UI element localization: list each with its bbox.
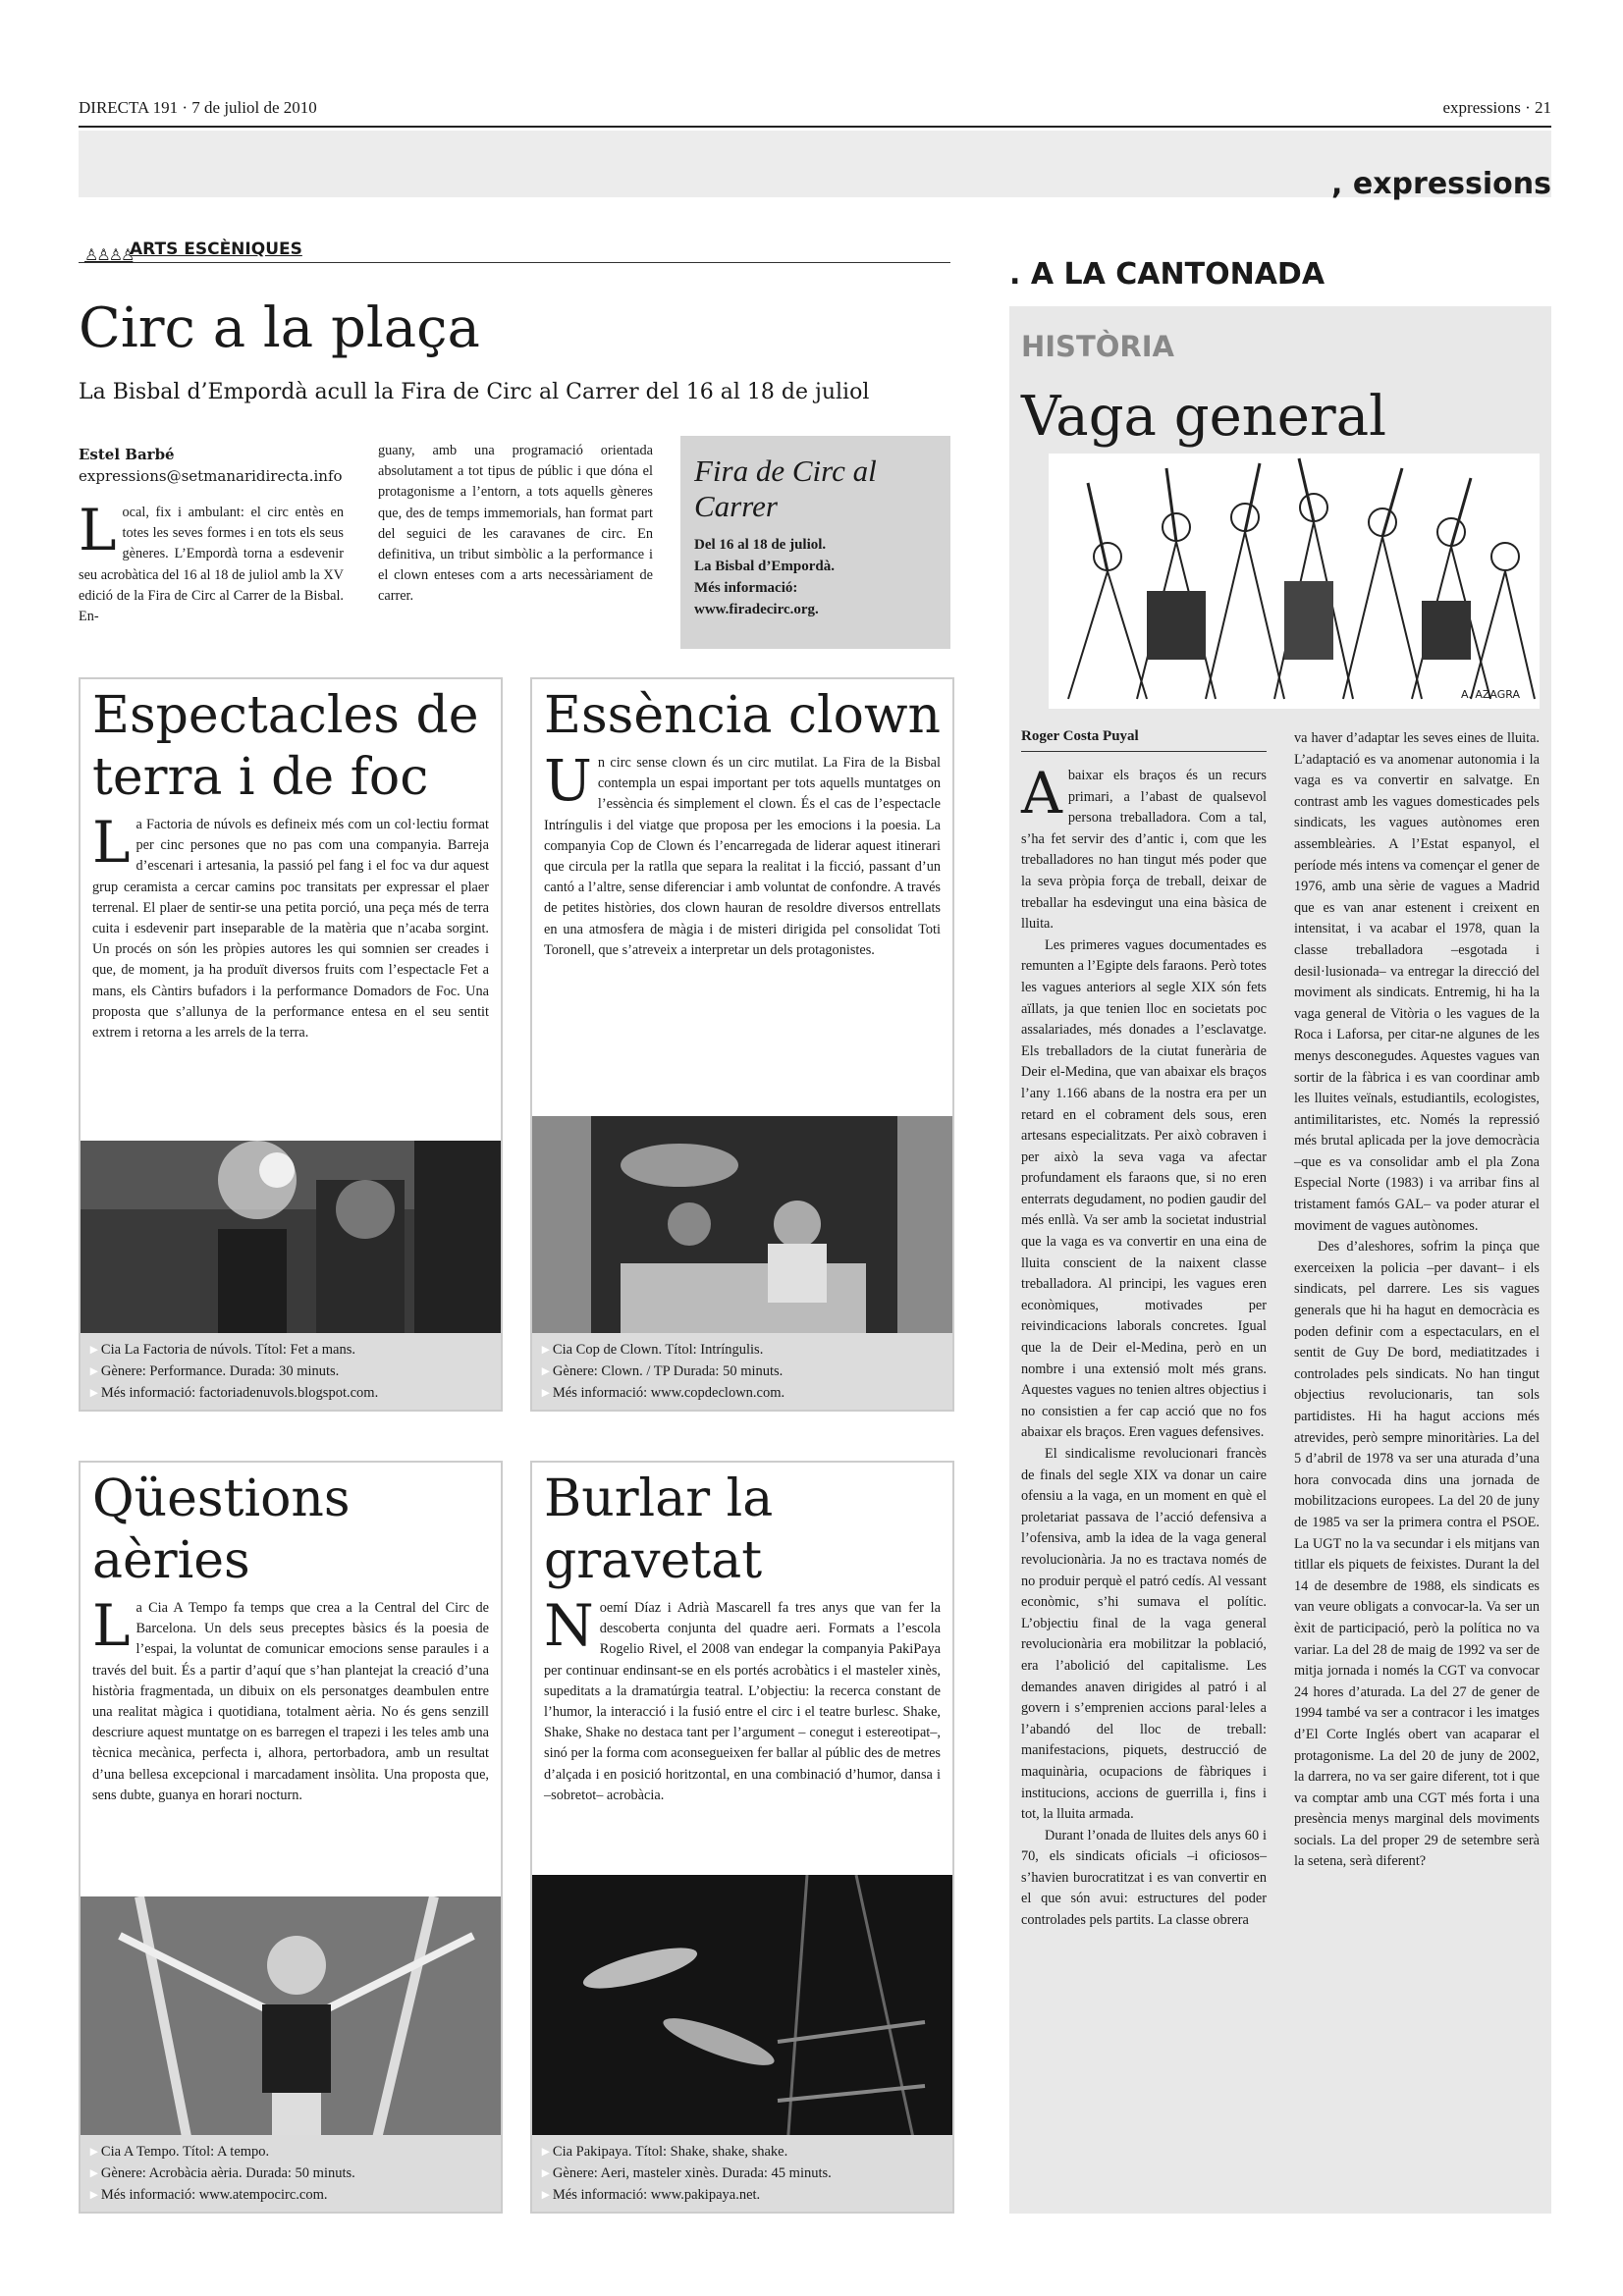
page-header xyxy=(79,98,1551,118)
sidebar-text: Durant l’onada de lluites dels anys 60 i 70, els sindicats oficials –i oficiosos– s’havien burocratitzat i es van convertir en el que són avui: estructures del poder controlades pels partits. La classe obrera xyxy=(1021,1827,1267,1929)
card-text: n circ sense clown és un circ mutilat. La Fira de la Bisbal contempla un espai important per tots aquells muntatges on l’essència és simplement el clown. És el cas de l’espectacle Intríngulis i del viatge que proposa per les emocions i la poesia. La companyia Cop de Clown és l’encarregada de liderar aquest itinerari que circula per la ratlla que separa la realitat i la ficció, passant d’un cantó a l’altre, sense diferenciar i amb voluntat de confondre. A través de petites històries, dos clown hauran de resoldre diversos entrellats en una atmosfera de màgia i de misteri dirigida pel consolidat Toti Toronell, que s’atreveix a interpretar un dels protagonistes. xyxy=(544,755,941,958)
sidebar-text: baixar els braços és un recurs primari, a l’abast de qualsevol persona treballadora. Com a tal, s’ha fet servir des d’antic i, com que les treballadores no han tingut més poder que la seva pròpia força de treball, deixar de treballar ha esdevingut una eina bàsica de lluita. xyxy=(1021,768,1267,933)
article-title: Circ a la plaça xyxy=(79,296,480,360)
drop-cap: A xyxy=(1021,760,1062,827)
header-rule xyxy=(79,126,1551,128)
author: Estel Barbé xyxy=(79,446,175,463)
card-info: ▸ Cia La Factoria de núvols. Títol: Fet a mans. ▸ Gènere: Performance. Durada: 30 minuts. ▸ Més informació: factoriadenuvols.blogspot.com. xyxy=(81,1333,501,1410)
card-title: Qüestions aèries xyxy=(92,1469,351,1590)
cartoon-signature: A. AZAGRA xyxy=(1461,688,1520,701)
card-body xyxy=(92,1592,489,1806)
info-line-4: www.firadecirc.org. xyxy=(694,602,819,617)
card-body xyxy=(544,747,941,961)
sidebar-text: Des d’aleshores, sofrim la pinça que exerceixen la policia –per davant– i els sindicats, pel darrere. Les sis vagues generals que hi ha hagut en democràcia es poden definir com a espectaculars, en el sentit de Guy De bord, mediatitzades i controlades pels sindicats. No han tingut objectius revolucionaris, tan sols partidistes. Hi ha hagut accions més atrevides, però sempre minoritàries. La del 5 d’abril de 1978 va ser una aturada d’una hora convocada dins una jornada de mobilitzacions europees. La del 20 de juny de 1985 va ser la primera contra el PSOE. La UGT no la va secundar i els mitjans van titllar els piquets de feixistes. Durant la del 14 de desembre de 1988, els sindicats es van veure obligats a convocar-la. Va ser un èxit de participació, però la política no va variar. La del 28 de maig de 1992 va ser de mitja jornada i només la CGT va convocar 24 hores d’aturada. La del 27 de gener de 1994 també va ser a contracor i les imatges d’El Corte Inglés obert van acaparar el protagonisme. La del 20 de juny de 2002, la darrera, no va ser gaire diferent, tot i que va comptar amb una CGT més forta i una presència menys marginal dels moviments socials. La del proper 29 de setembre serà la setena, serà diferent? xyxy=(1294,1239,1540,1870)
drop-cap: L xyxy=(92,809,131,876)
info-link: Més informació: www.pakipaya.net. xyxy=(552,2187,761,2203)
drop-cap: L xyxy=(92,1592,131,1659)
sidebar-author: Roger Costa Puyal xyxy=(1021,728,1267,752)
photo-acrobats xyxy=(532,1875,952,2147)
info-company: Cia Cop de Clown. Títol: Intríngulis. xyxy=(552,1342,764,1358)
issue-date: DIRECTA 191 · 7 de juliol de 2010 xyxy=(79,98,317,117)
sidebar-col-2 xyxy=(1294,728,1540,1873)
sidebar-title: Vaga general xyxy=(1021,385,1386,449)
article-text-1: ocal, fix i ambulant: el circ entès en totes les seves formes i en tots els seus gèneres. L’Empordà torna a esdevenir seu acrobàtica del 16 al 18 de juliol amb la XV edició de la Fira de Circ al Carrer de la Bisbal. En- xyxy=(79,505,344,625)
sidebar-label: . A LA CANTONADA xyxy=(1009,257,1325,292)
card-info: ▸ Cia A Tempo. Títol: A tempo. ▸ Gènere: Acrobàcia aèria. Durada: 50 minuts. ▸ Més informació: www.atempocirc.com. xyxy=(81,2135,501,2212)
card-body xyxy=(544,1592,941,1806)
byline xyxy=(79,444,344,487)
article-subtitle: La Bisbal d’Empordà acull la Fira de Circ al Carrer del 16 al 18 de juliol xyxy=(79,380,870,404)
sidebar-text: va haver d’adaptar les seves eines de lluita. L’adaptació es va anomenar autonomia i la vaga es va convertir en salvatge. En contrast amb les vagues domesticades pels sindicats, les vagues autònomes eren assembleàries. A l’Estat espanyol, el període més intens va començar el gener de 1976, amb una sèrie de vagues a Madrid que es van anar estenent i creixent en intensitat, i va acabar el 1978, quan la classe treballadora –esgotada i desil·lusionada– va entregar la direcció del moviment als sindicats. Entremig, hi ha la vaga general de Vitòria o les vagues de la Roca i Laforsa, per citar-ne algunes de les menys desconegudes. Aquestes vagues van sortir de la fàbrica i es van coordinar amb les lluites veïnals, estudiantils, ecologistes, antimilitaristes, etc. Només la repressió més brutal aplicada per la jove democràcia –que es va consolidar amb el pla Zona Especial Norte (1983) i va arribar fins al tristament famós GAL– va poder aturar el moviment de vagues autònomes. xyxy=(1294,730,1540,1234)
photo-fire-performance xyxy=(81,1141,501,1347)
info-link: Més informació: www.atempocirc.com. xyxy=(100,2187,328,2203)
card-questions-aeries xyxy=(79,1461,503,2214)
sidebar-panel xyxy=(1009,306,1551,2214)
info-company: Cia A Tempo. Títol: A tempo. xyxy=(100,2144,270,2160)
info-line-1: Del 16 al 18 de juliol. xyxy=(694,537,827,553)
photo-trapeze xyxy=(81,1896,501,2147)
people-icon: ♙♙♙♙ xyxy=(84,245,134,264)
card-body xyxy=(92,809,489,1043)
info-genre: Gènere: Clown. / TP Durada: 50 minuts. xyxy=(552,1363,784,1379)
sidebar-section: HISTÒRIA xyxy=(1021,330,1174,363)
author-email: expressions@setmanaridirecta.info xyxy=(79,467,343,485)
kicker-label: ARTS ESCÈNIQUES xyxy=(130,240,302,259)
article-col-2: guany, amb una programació orientada absolutament a tot tipus de públic i que dóna el protagonisme a l’entorn, a tots aquells gèneres que, des de temps immemorials, han format part del seguici de les caravanes de circ. En definitiva, un tribut simbòlic a la performance i el clown enteses com a arts necessàriament de carrer. xyxy=(378,443,653,605)
info-genre: Gènere: Performance. Durada: 30 minuts. xyxy=(100,1363,340,1379)
card-info: ▸ Cia Cop de Clown. Títol: Intríngulis. ▸ Gènere: Clown. / TP Durada: 50 minuts. ▸ Més informació: www.copdeclown.com. xyxy=(532,1333,952,1410)
card-title: Espectacles de terra i de foc xyxy=(92,686,479,807)
card-espectacles xyxy=(79,677,503,1412)
info-line-3: Més informació: xyxy=(694,580,798,596)
card-info: ▸ Cia Pakipaya. Títol: Shake, shake, shake. ▸ Gènere: Aeri, masteler xinès. Durada: 45 minuts. ▸ Més informació: www.pakipaya.net. xyxy=(532,2135,952,2212)
card-burlar-gravetat xyxy=(530,1461,954,2214)
info-company: Cia Pakipaya. Títol: Shake, shake, shake. xyxy=(552,2144,788,2160)
card-essencia-clown xyxy=(530,677,954,1412)
sidebar-col-1 xyxy=(1021,760,1267,1932)
info-link: Més informació: factoriadenuvols.blogspot.com. xyxy=(100,1385,379,1401)
page-number: expressions · 21 xyxy=(1442,98,1551,117)
header-band xyxy=(79,131,1551,197)
article-col-1 xyxy=(79,497,344,627)
card-text: oemí Díaz i Adrià Mascarell fa tres anys que van fer la descoberta conjunta del quadre aeri. Formats a l’escola Rogelio Rivel, el 2008 van endegar la companyia PakiPaya per continuar endinsant-se en els portés acrobàtics i el masteler xinès, supeditats a la dramatúrgia teatral. L’objectiu: la recerca constant de l’humor, la interacció i la fusió entre el circ i el teatre burlesc. Shake, Shake, Shake no destaca tant per l’argument – conegut i estereotipat–, sinó per la forma com aconsegueixen fer ballar al públic des de metres d’alçada i en posició horitzontal, en una combinació d’humor, dansa i –sobretot– acrobàcia. xyxy=(544,1600,941,1803)
kicker xyxy=(79,240,950,263)
info-company: Cia La Factoria de núvols. Títol: Fet a mans. xyxy=(100,1342,355,1358)
info-genre: Gènere: Aeri, masteler xinès. Durada: 45 minuts. xyxy=(552,2165,832,2181)
drop-cap: U xyxy=(544,747,592,814)
sidebar-text: El sindicalisme revolucionari francès de finals del segle XIX va donar un caire ofensiu a la vaga, en un moment en què el proletariat passava de l’acció defensiva a l’ofensiva, amb la idea de la vaga general revolucionària. Ja no es tractava només de no produir perquè el patró cedís. Al vessant econòmic, s’hi sumava el polític. L’objectiu final de la vaga general revolucionària era mobilitzar la població, era l’abolició del capitalisme. Les demandes anaven dirigides al patró i al govern i s’emprenien accions paral·leles a l’abandó del lloc de treball: manifestacions, piquets, destrucció de maquinària, ocupacions de fàbriques i institucions, accions de guerrilla i, fins i tot, la lluita armada. xyxy=(1021,1446,1267,1823)
drop-cap: L xyxy=(79,497,117,563)
info-line-2: La Bisbal d’Empordà. xyxy=(694,559,835,574)
info-box xyxy=(680,436,950,649)
info-genre: Gènere: Acrobàcia aèria. Durada: 50 minuts. xyxy=(100,2165,355,2181)
card-text: a Factoria de núvols es defineix més com un col·lectiu format per cinc persones que no pas com una companyia. Barreja d’escenari i artesania, la passió pel fang i el foc va dur aquest grup ceramista a cercar camins poc transitats per expressar el plaer terrenal. El plaer de sentir-se una petita porció, una peça més de terra cuita i esdevenir part inseparable de la matèria que n’acaba sorgint. Un procés on són les pròpies autores les qui somnien ser creades i que, de moment, ja ha produït diversos fruits com l’espectacle Fet a mans, els Càntirs bufadors i la performance Domadors de Foc. Una proposta que s’allunya de la performance entesa en el seu sentit extrem i retorna a les arrels de la terra. xyxy=(92,817,489,1041)
info-box-title: Fira de Circ al Carrer xyxy=(694,454,877,523)
sidebar-text: Les primeres vagues documentades es remunten a l’Egipte dels faraons. Però totes les vagues anteriors al segle XIX són fets aïllats, ja que tenien lloc en societats poc assalariades, més donades a l’esclavatge. Els treballadors de la ciutat funerària de Deir el-Medina, que van abaixar els braços l’any 1.166 abans de la nostra era per un retard en el cobrament dels sous, eren artesans especialitzats. Per això cobraven i per això la seva vaga va afectar profundament els faraons que, si no eren enterrats degudament, no podien gaudir del més enllà. Va ser amb la societat industrial que la vaga es va convertir en una eina de lluita conscient de la naixent classe treballadora. Al principi, les vagues eren econòmiques, motivades per reivindicacions laborals concretes. Igual que la de Deir el-Medina, però en un nombre i una extensió molt més grans. Aquestes vagues no tenien altres objectius i no consistien a fer cap acció que no fos abaixar els braços. Eren vagues defensives. xyxy=(1021,936,1267,1441)
section-title: , expressions xyxy=(1331,167,1551,201)
card-text: a Cia A Tempo fa temps que crea a la Central del Circ de Barcelona. Un dels seus preceptes bàsics és la poesia de l’espai, la voluntat de comunicar emocions sense paraules i a través del buit. És a partir d’aquí que s’han plantejat la creació d’una història fragmentada, un dibuix on els personatges deambulen entre una realitat màgica i quotidiana, totalment aèria. No és gens senzill descriure aquest muntatge on es barregen el trapezi i les teles amb una tècnica mecànica, perfecta i, alhora, pertorbadora, amb un resultat d’una bellesa excepcional i marcadament insòlita. Una proposta que, sens dubte, guanya en horari nocturn. xyxy=(92,1600,489,1803)
info-link: Més informació: www.copdeclown.com. xyxy=(552,1385,785,1401)
cartoon-illustration xyxy=(1049,454,1540,709)
card-title: Essència clown xyxy=(544,686,941,745)
photo-clowns xyxy=(532,1116,952,1347)
drop-cap: N xyxy=(544,1592,594,1659)
card-title: Burlar la gravetat xyxy=(544,1469,774,1590)
